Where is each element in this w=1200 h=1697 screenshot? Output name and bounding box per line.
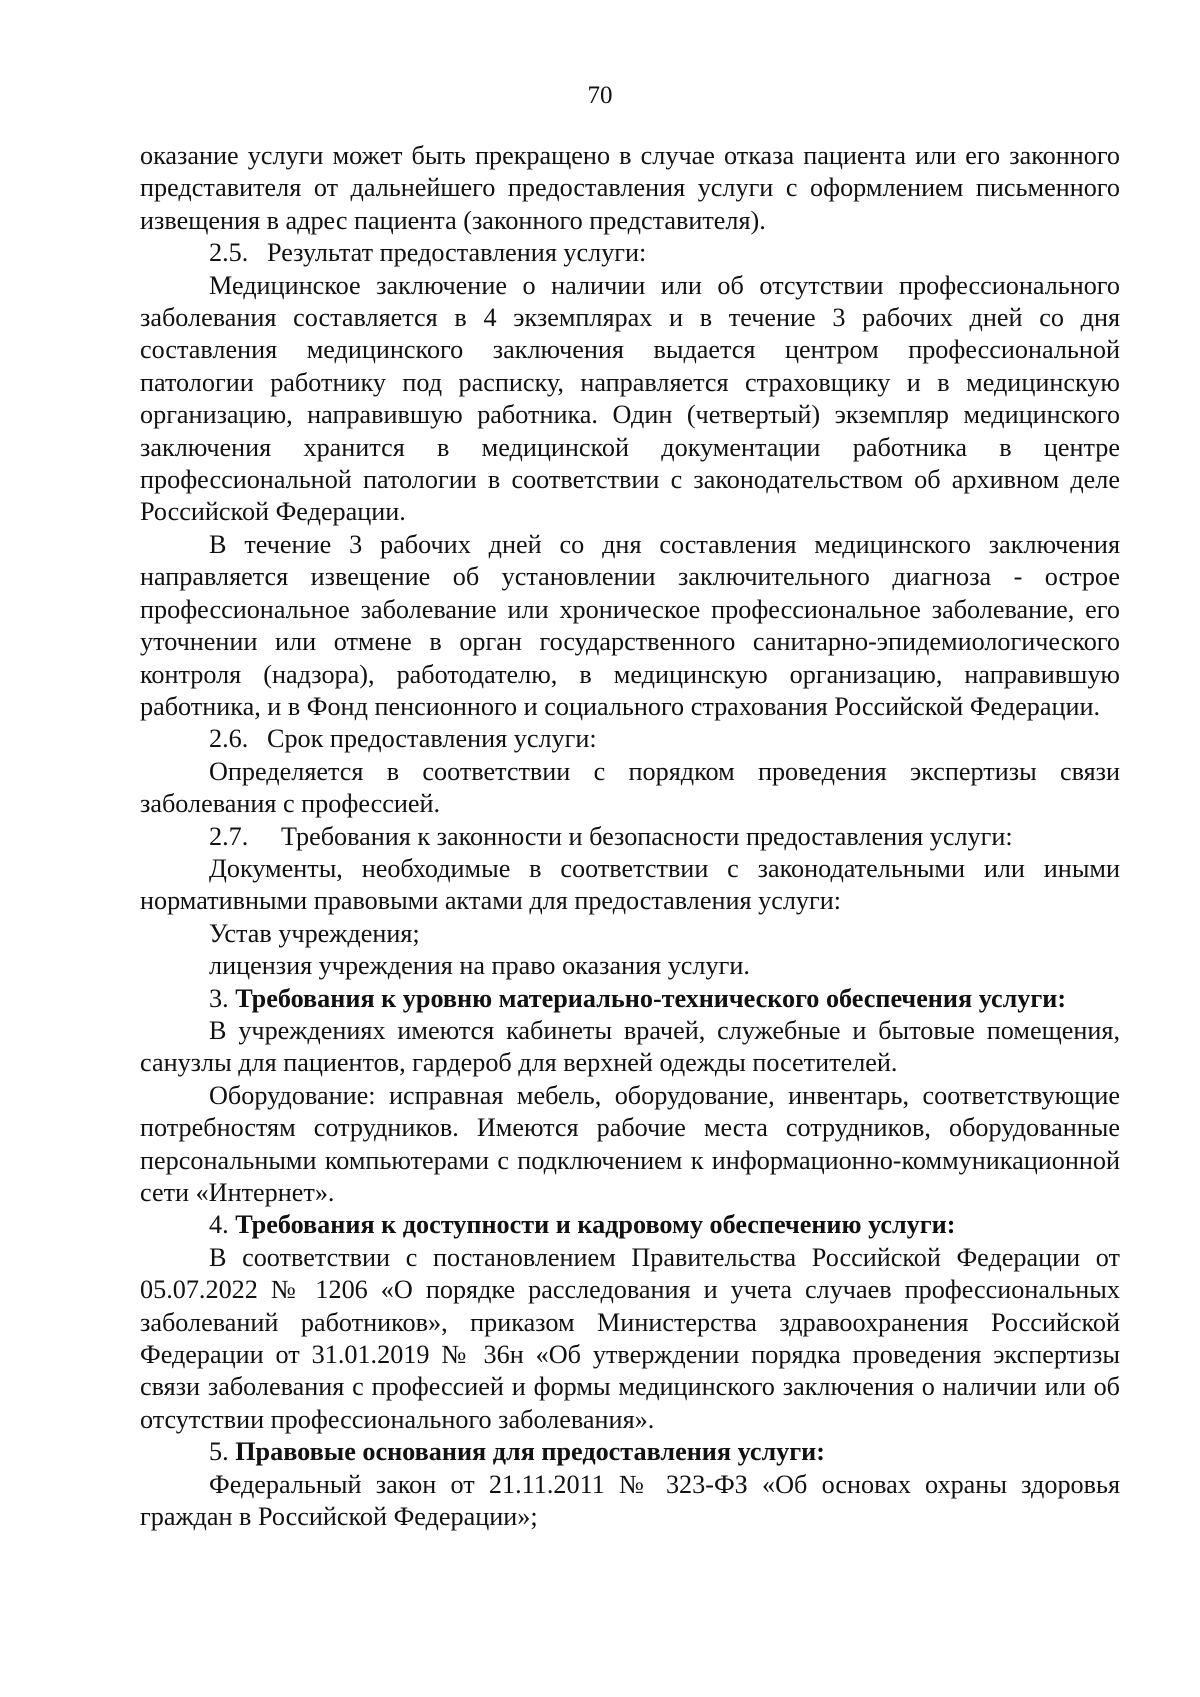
section-2-7-number: 2.7. bbox=[209, 821, 249, 851]
document-body bbox=[140, 140, 1120, 1533]
paragraph-required-documents: Документы, необходимые в соответствии с законодательными или иными нормативными правовыми актами для предоставления услуги: bbox=[140, 853, 1120, 916]
paragraph-charter: Устав учреждения; bbox=[209, 918, 420, 948]
paragraph-regulations: В соответствии с постановлением Правительства Российской Федерации от 05.07.2022 № 1206 «О порядке расследования и учета случаев профессиональных заболеваний работников», приказом Министерства здравоохранения Российской Федерации от 31.01.2019 № 36н «Об утверждении порядка проведения экспертизы связи заболевания с профессией и формы медицинского заключения о наличии или об отсутствии профессионального заболевания». bbox=[140, 1242, 1120, 1434]
paragraph-medical-conclusion: Медицинское заключение о наличии или об отсутствии профессионального заболевания составляется в 4 экземплярах и в течение 3 рабочих дней со дня составления медицинского заключения выдается центром профессиональной патологии работнику под расписку, направляется страховщику и в медицинскую организацию, направившую работника. Один (четвертый) экземпляр медицинского заключения хранится в медицинской документации работника в центре профессиональной патологии в соответствии с законодательством об архивном деле Российской Федерации. bbox=[140, 270, 1120, 527]
section-4-number: 4. bbox=[209, 1210, 229, 1240]
section-2-5-number: 2.5. bbox=[209, 238, 249, 268]
section-3-heading bbox=[140, 983, 1120, 1015]
section-5-number: 5. bbox=[209, 1437, 229, 1467]
page-number: 70 bbox=[587, 82, 613, 109]
section-2-7-title: Требования к законности и безопасности предоставления услуги: bbox=[281, 821, 1013, 851]
section-4-title: Требования к доступности и кадровому обеспечению услуги: bbox=[235, 1210, 956, 1240]
paragraph-premises: В учреждениях имеются кабинеты врачей, служебные и бытовые помещения, санузлы для пациентов, гардероб для верхней одежды посетителей. bbox=[140, 1015, 1120, 1078]
paragraph-federal-law: Федеральный закон от 21.11.2011 № 323-ФЗ «Об основах охраны здоровья граждан в Российской Федерации»; bbox=[140, 1469, 1120, 1532]
section-2-5-heading bbox=[140, 237, 1120, 269]
section-2-5-title: Результат предоставления услуги: bbox=[267, 238, 647, 268]
paragraph-equipment: Оборудование: исправная мебель, оборудование, инвентарь, соответствующие потребностям сотрудников. Имеются рабочие места сотрудников, оборудованные персональными компьютерами с подключением к информационно-коммуникационной сети «Интернет». bbox=[140, 1080, 1120, 1207]
section-5-title: Правовые основания для предоставления услуги: bbox=[235, 1437, 825, 1467]
section-5-heading bbox=[140, 1436, 1120, 1468]
section-3-number: 3. bbox=[209, 983, 229, 1013]
section-2-6-title: Срок предоставления услуги: bbox=[267, 724, 597, 754]
paragraph-service-term: Определяется в соответствии с порядком проведения экспертизы связи заболевания с профессией. bbox=[140, 756, 1120, 819]
section-3-title: Требования к уровню материально-технического обеспечения услуги: bbox=[235, 983, 1067, 1013]
section-2-6-number: 2.6. bbox=[209, 724, 249, 754]
paragraph-license: лицензия учреждения на право оказания услуги. bbox=[209, 951, 750, 981]
paragraph-service-termination: оказание услуги может быть прекращено в случае отказа пациента или его законного представителя от дальнейшего предоставления услуги с оформлением письменного извещения в адрес пациента (законного представителя). bbox=[140, 141, 1120, 235]
section-4-heading bbox=[140, 1209, 1120, 1241]
section-2-6-heading bbox=[140, 723, 1120, 755]
section-2-7-heading bbox=[140, 821, 1120, 853]
paragraph-notification: В течение 3 рабочих дней со дня составления медицинского заключения направляется извещение об установлении заключительного диагноза - острое профессиональное заболевание или хроническое профессиональное заболевание, его уточнении или отмене в орган государственного санитарно-эпидемиологического контроля (надзора), работодателю, в медицинскую организацию, направившую работника, и в Фонд пенсионного и социального страхования Российской Федерации. bbox=[140, 529, 1120, 721]
